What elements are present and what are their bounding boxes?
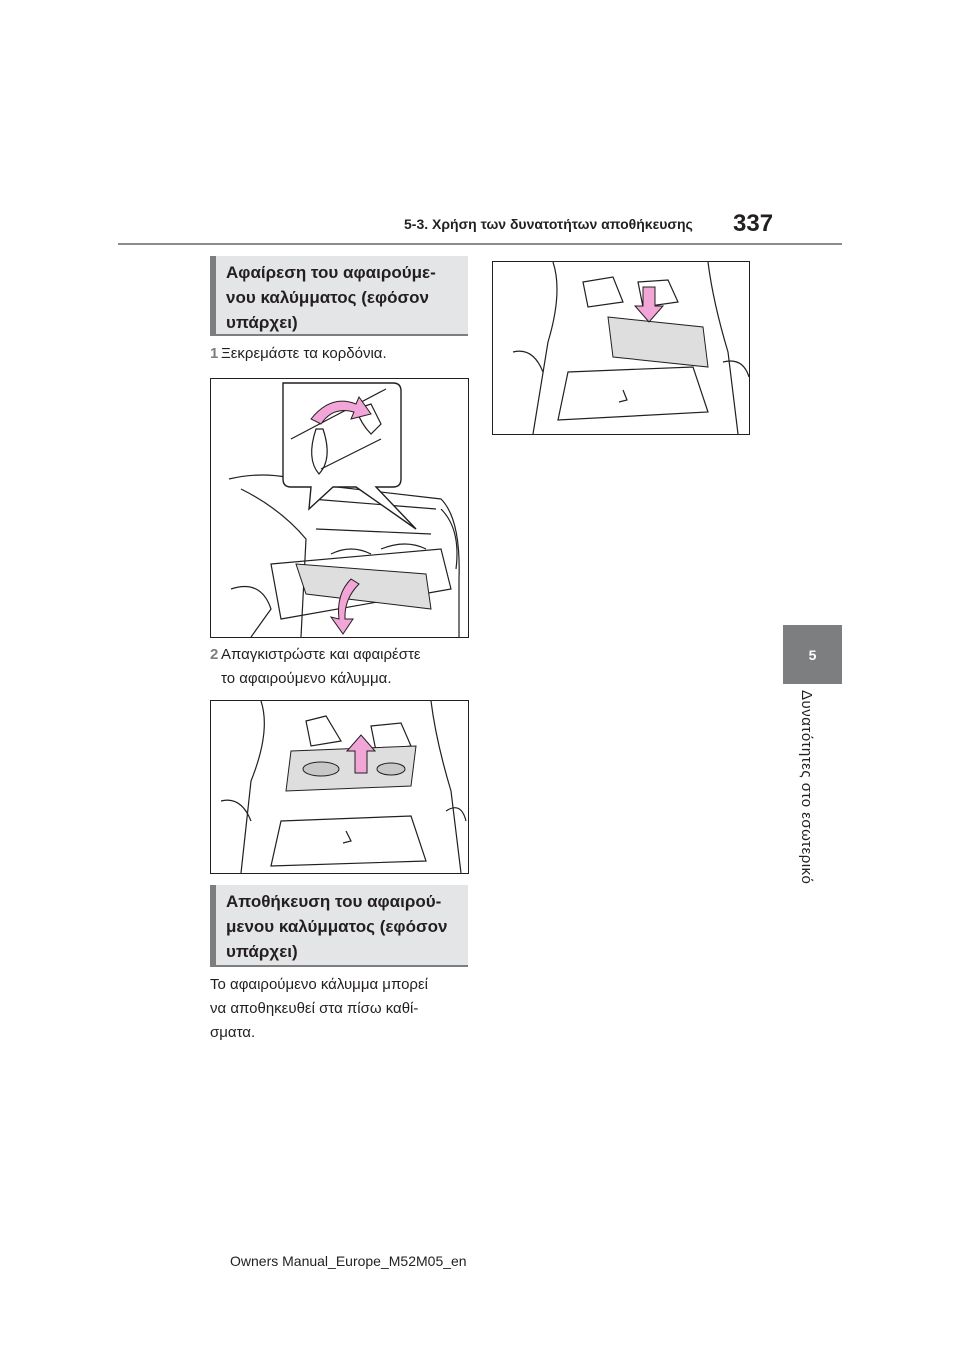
heading-remove-cover: Αφαίρεση του αφαιρούμε-νου καλύμματος (εφόσον υπάρχει) [210, 256, 468, 336]
figure-unhook-strings [210, 378, 469, 638]
step-1-number: 1 [210, 345, 219, 362]
store-description [210, 973, 468, 1045]
figure-remove-cover [210, 700, 469, 874]
header-section-title: 5-3. Χρήση των δυνατοτήτων αποθήκευσης [404, 216, 693, 232]
chapter-tab: 5 [783, 625, 842, 684]
step-2-line-2: το αφαιρούμενο κάλυμμα. [221, 670, 392, 687]
store-line-1: Το αφαιρούμενο κάλυμμα μπορεί [210, 976, 428, 993]
chapter-title-vertical: Δυνατότητες στο εσωτερικό [798, 690, 815, 885]
step-1 [210, 342, 468, 366]
step-2-line-1: Απαγκιστρώστε και αφαιρέστε [221, 646, 421, 663]
step-2-number: 2 [210, 646, 219, 663]
step-2 [210, 643, 468, 691]
store-line-3: σματα. [210, 1024, 256, 1041]
step-1-text: Ξεκρεμάστε τα κορδόνια. [221, 345, 387, 362]
figure-store-cover [492, 261, 750, 435]
illustration-remove-cover [211, 701, 468, 873]
page-number: 337 [733, 210, 774, 237]
heading-store-cover: Αποθήκευση του αφαιρού-μενου καλύμματος (εφόσον υπάρχει) [210, 885, 468, 967]
header-divider [118, 243, 842, 245]
illustration-store-cover [493, 262, 749, 434]
store-line-2: να αποθηκευθεί στα πίσω καθί- [210, 1000, 419, 1017]
footer-manual-id: Owners Manual_Europe_M52M05_en [230, 1253, 467, 1269]
illustration-unhook-strings [211, 379, 468, 637]
